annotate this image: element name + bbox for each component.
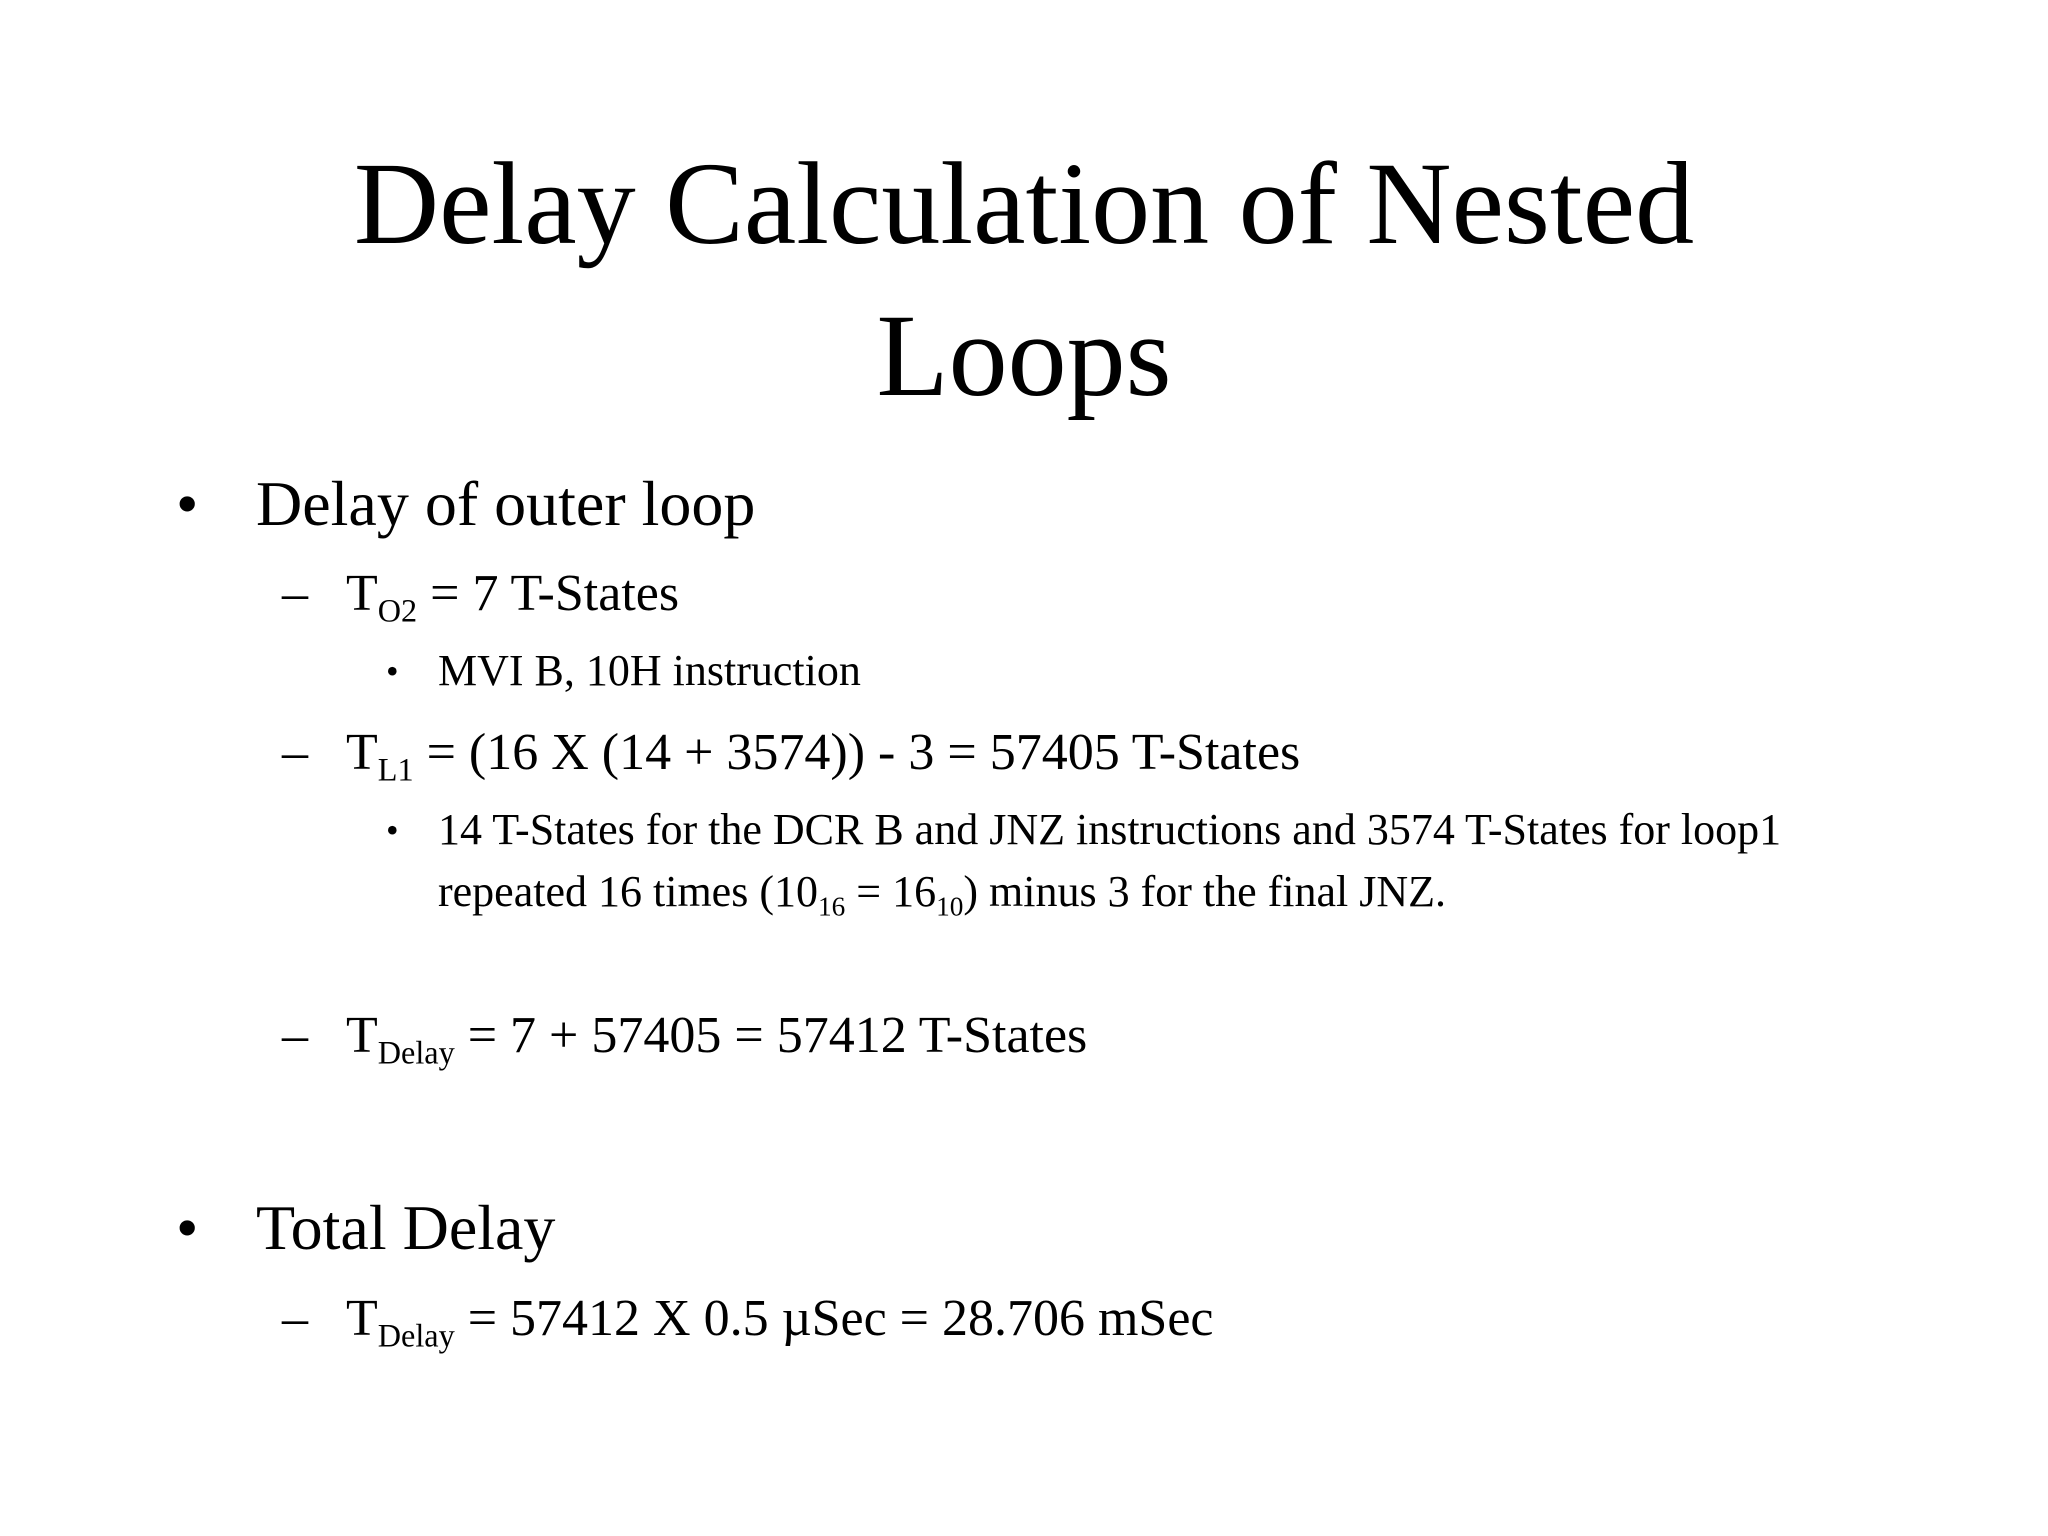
dash-marker: – <box>282 724 308 781</box>
bullet-marker: • <box>176 468 199 539</box>
detail-text: MVI B, 10H instruction <box>438 646 861 695</box>
detail-loop-explanation <box>386 799 1886 985</box>
bullet-label: Delay of outer loop <box>256 468 756 539</box>
detail-text-c: ) minus 3 for the final JNZ. <box>963 867 1447 916</box>
title-line-2: Loops <box>876 290 1172 421</box>
equation-symbol: T <box>346 1007 378 1064</box>
bullet-marker: • <box>386 810 399 850</box>
equation-symbol: T <box>346 565 378 622</box>
equation-t-l1 <box>346 722 1301 788</box>
equation-subscript: O2 <box>377 592 418 629</box>
detail-text <box>438 799 1818 923</box>
equation-t-o2 <box>346 563 680 629</box>
title-line-1: Delay Calculation of Nested <box>353 138 1695 269</box>
subitem-t-l1 <box>282 722 1882 788</box>
equation-t-delay <box>346 1005 1088 1071</box>
equation-rest: = 57412 X 0.5 µSec = 28.706 mSec <box>454 1290 1214 1347</box>
detail-mvi-instruction <box>386 640 1886 702</box>
equation-subscript: Delay <box>377 1034 455 1071</box>
dash-marker: – <box>282 565 308 622</box>
bullet-delay-outer-loop <box>176 466 1876 542</box>
equation-subscript: Delay <box>377 1317 455 1354</box>
bullet-marker: • <box>176 1192 199 1263</box>
subitem-t-delay <box>282 1005 1882 1071</box>
subitem-total-t-delay <box>282 1288 1882 1354</box>
equation-rest: = (16 X (14 + 3574)) - 3 = 57405 T-States <box>413 724 1301 781</box>
equation-total-delay <box>346 1288 1214 1354</box>
bullet-label: Total Delay <box>256 1192 556 1263</box>
subitem-t-o2 <box>282 563 1882 629</box>
detail-text-a: 14 T-States for the DCR B and JNZ instructions and 3574 T-States for loop1 repeated 16 times (10 <box>438 805 1782 916</box>
equation-symbol: T <box>346 724 378 781</box>
subscript-base-16: 16 <box>817 891 846 922</box>
equation-symbol: T <box>346 1290 378 1347</box>
equation-rest: = 7 T-States <box>417 565 680 622</box>
dash-marker: – <box>282 1007 308 1064</box>
detail-text-b: = 16 <box>845 867 937 916</box>
bullet-total-delay <box>176 1190 1876 1266</box>
subscript-base-10: 10 <box>936 891 964 922</box>
bullet-marker: • <box>386 651 399 691</box>
equation-subscript: L1 <box>377 751 414 788</box>
slide-title <box>0 128 2048 432</box>
dash-marker: – <box>282 1290 308 1347</box>
equation-rest: = 7 + 57405 = 57412 T-States <box>454 1007 1088 1064</box>
